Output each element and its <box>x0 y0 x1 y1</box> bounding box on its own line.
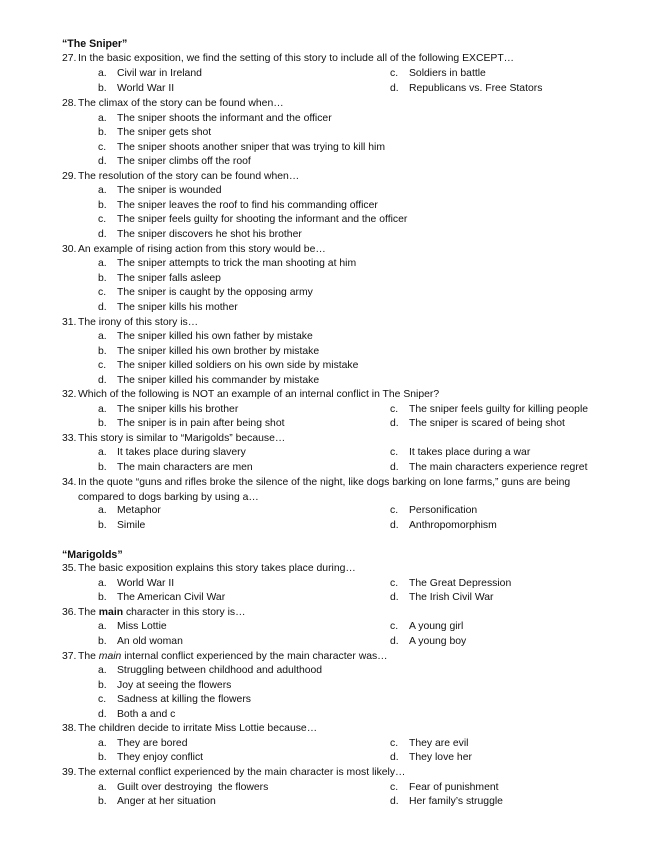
option-29a: a. The sniper is wounded <box>98 185 222 196</box>
option-37c: c. Sadness at killing the flowers <box>98 694 251 705</box>
question-number: 33. <box>62 433 77 444</box>
question-28 <box>62 98 622 109</box>
option-28c: c. The sniper shoots another sniper that was trying to kill him <box>98 142 385 153</box>
question-text: The climax of the story can be found when… <box>78 98 284 109</box>
question-37 <box>62 651 622 662</box>
option-33c: c. It takes place during a war <box>390 447 531 458</box>
option-32b: b. The sniper is in pain after being shot <box>98 418 285 429</box>
section-title-the-sniper: “The Sniper” <box>62 38 128 50</box>
option-37a: a. Struggling between childhood and adulthood <box>98 665 323 676</box>
question-text: The external conflict experienced by the main character is most likely… <box>78 767 406 778</box>
question-text: This story is similar to “Marigolds” because… <box>78 433 286 444</box>
option-36d: d. A young boy <box>390 636 467 647</box>
question-35 <box>62 563 622 574</box>
option-31a: a. The sniper killed his own father by mistake <box>98 331 313 342</box>
option-36a: a. Miss Lottie <box>98 621 167 632</box>
question-text-before: The <box>78 607 99 618</box>
option-36b: b. An old woman <box>98 636 183 647</box>
option-37b: b. Joy at seeing the flowers <box>98 680 232 691</box>
option-31d: d. The sniper killed his commander by mistake <box>98 375 320 386</box>
question-31 <box>62 317 622 328</box>
option-38c: c. They are evil <box>390 738 469 749</box>
question-text: An example of rising action from this story would be… <box>78 244 326 255</box>
question-text-emphasis: main <box>98 607 124 618</box>
question-number: 34. <box>62 477 77 488</box>
option-32c: c. The sniper feels guilty for killing people <box>390 404 589 415</box>
question-number: 27. <box>62 53 77 64</box>
question-30 <box>62 244 622 255</box>
question-text-after: internal conflict experienced by the main character was… <box>121 651 388 662</box>
question-32 <box>62 389 622 400</box>
option-35b: b. The American Civil War <box>98 592 226 603</box>
question-27 <box>62 53 622 64</box>
option-34c: c. Personification <box>390 505 478 516</box>
question-text: In the basic exposition, we find the setting of this story to include all of the following EXCEPT… <box>78 53 515 64</box>
option-28d: d. The sniper climbs off the roof <box>98 156 251 167</box>
option-35d: d. The Irish Civil War <box>390 592 494 603</box>
question-text-emphasis: main <box>98 651 122 662</box>
option-33a: a. It takes place during slavery <box>98 447 246 458</box>
option-39a: a. Guilt over destroying the flowers <box>98 782 269 793</box>
option-37d: d. Both a and c <box>98 709 176 720</box>
option-34a: a. Metaphor <box>98 505 161 516</box>
option-35c: c. The Great Depression <box>390 578 512 589</box>
question-number: 28. <box>62 98 77 109</box>
question-number: 30. <box>62 244 77 255</box>
question-text-continued: compared to dogs barking by using a… <box>78 491 259 503</box>
option-38b: b. They enjoy conflict <box>98 752 204 763</box>
question-34 <box>62 476 622 505</box>
question-number: 37. <box>62 651 77 662</box>
question-text: In the quote “guns and rifles broke the silence of the night, like dogs barking on lone farms,” guns are being <box>78 477 571 488</box>
option-27b: b. World War II <box>98 83 175 94</box>
option-27d: d. Republicans vs. Free Stators <box>390 83 543 94</box>
question-number: 36. <box>62 607 77 618</box>
option-31c: c. The sniper killed soldiers on his own side by mistake <box>98 360 359 371</box>
section-title-marigolds: “Marigolds” <box>62 549 123 561</box>
option-38a: a. They are bored <box>98 738 188 749</box>
question-text: The basic exposition explains this story takes place during… <box>78 563 356 574</box>
question-number: 31. <box>62 317 77 328</box>
question-33 <box>62 433 622 444</box>
question-text: The children decide to irritate Miss Lottie because… <box>78 723 318 734</box>
question-text: The irony of this story is… <box>78 317 199 328</box>
option-33d: d. The main characters experience regret <box>390 462 588 473</box>
question-text-after: character in this story is… <box>123 607 246 618</box>
option-39b: b. Anger at her situation <box>98 796 216 807</box>
option-34d: d. Anthropomorphism <box>390 520 497 531</box>
option-36c: c. A young girl <box>390 621 464 632</box>
question-text-before: The <box>78 651 99 662</box>
option-31b: b. The sniper killed his own brother by mistake <box>98 346 320 357</box>
option-29b: b. The sniper leaves the roof to find his commanding officer <box>98 200 378 211</box>
option-33b: b. The main characters are men <box>98 462 253 473</box>
option-30b: b. The sniper falls asleep <box>98 273 221 284</box>
option-38d: d. They love her <box>390 752 472 763</box>
option-32a: a. The sniper kills his brother <box>98 404 239 415</box>
option-34b: b. Simile <box>98 520 146 531</box>
question-text: The resolution of the story can be found when… <box>78 171 300 182</box>
option-27c: c. Soldiers in battle <box>390 68 486 79</box>
question-number: 29. <box>62 171 77 182</box>
option-35a: a. World War II <box>98 578 175 589</box>
option-29d: d. The sniper discovers he shot his brother <box>98 229 302 240</box>
option-30c: c. The sniper is caught by the opposing army <box>98 287 313 298</box>
option-39c: c. Fear of punishment <box>390 782 499 793</box>
option-28b: b. The sniper gets shot <box>98 127 212 138</box>
question-number: 35. <box>62 563 77 574</box>
question-text: Which of the following is NOT an example of an internal conflict in The Sniper? <box>78 389 440 400</box>
option-28a: a. The sniper shoots the informant and the officer <box>98 113 332 124</box>
option-32d: d. The sniper is scared of being shot <box>390 418 565 429</box>
option-30d: d. The sniper kills his mother <box>98 302 238 313</box>
question-38 <box>62 723 622 734</box>
question-39 <box>62 767 622 778</box>
question-number: 39. <box>62 767 77 778</box>
question-36 <box>62 607 622 618</box>
option-27a: a. Civil war in Ireland <box>98 68 202 79</box>
option-39d: d. Her family’s struggle <box>390 796 503 807</box>
question-number: 32. <box>62 389 77 400</box>
question-number: 38. <box>62 723 77 734</box>
question-29 <box>62 171 622 182</box>
option-30a: a. The sniper attempts to trick the man shooting at him <box>98 258 357 269</box>
option-29c: c. The sniper feels guilty for shooting the informant and the officer <box>98 214 408 225</box>
